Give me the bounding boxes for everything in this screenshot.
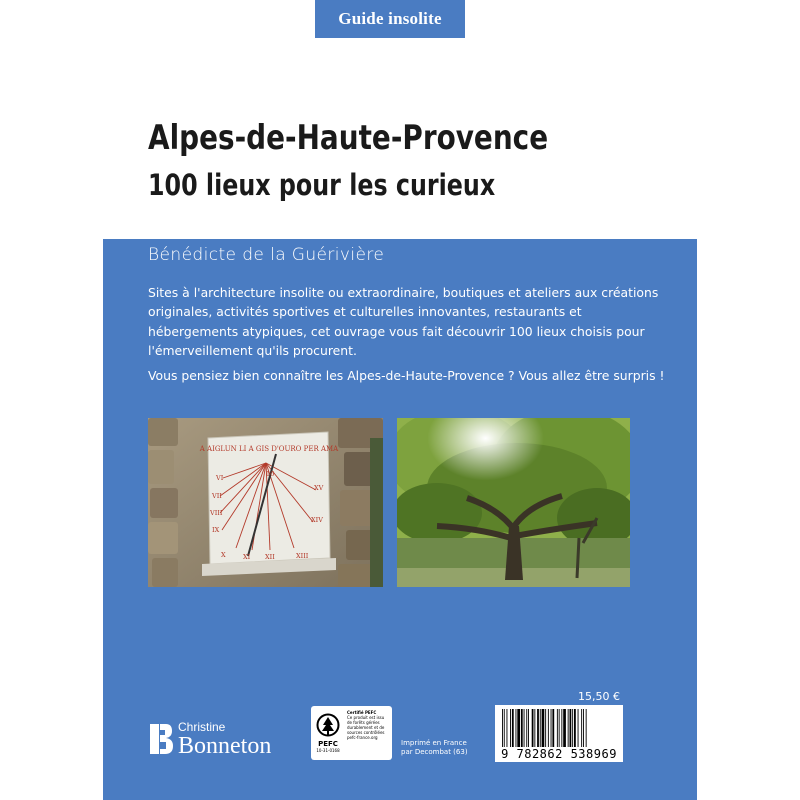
sundial-numeral: 16 (266, 470, 275, 478)
barcode-bar (548, 709, 549, 747)
book-title: Alpes-de-Haute-Provence (148, 118, 549, 158)
barcode-bar (537, 709, 539, 747)
barcode-bar (572, 709, 573, 747)
barcode-bar (551, 709, 552, 747)
barcode-bars (500, 709, 618, 747)
barcode-bar (521, 709, 523, 747)
pefc-line: Ce produit est issu (347, 715, 385, 720)
author-name: Bénédicte de la Guérivière (148, 245, 385, 265)
series-badge: Guide insolite (315, 0, 465, 38)
publisher-first-name: Christine (178, 719, 226, 734)
sundial-numeral: X (221, 551, 226, 559)
barcode-bar (502, 709, 503, 747)
blurb-paragraph: Vous pensiez bien connaître les Alpes-de-Haute-Provence ? Vous allez être surpris ! (148, 368, 665, 384)
tree-photo (397, 418, 630, 587)
barcode-bar (528, 709, 529, 747)
pefc-text: PEFC (318, 740, 338, 748)
sundial-illustration (148, 418, 383, 587)
barcode-bar (570, 709, 572, 747)
barcode-bar (504, 709, 505, 747)
pefc-line: sources contrôlées (347, 730, 385, 735)
pefc-code: 10-31-0168 (316, 748, 340, 753)
barcode-bar (517, 709, 520, 747)
barcode-bar (581, 709, 582, 747)
barcode-bar (578, 709, 579, 747)
pefc-logo (311, 706, 345, 760)
barcode-bar (510, 709, 511, 747)
barcode-bar (583, 709, 584, 747)
pefc-line: durablement et de (347, 725, 385, 730)
publisher-b-icon (148, 722, 174, 756)
barcode-bar (586, 709, 587, 747)
tree-illustration (397, 418, 630, 587)
barcode-bar (524, 709, 525, 747)
barcode-bar (526, 709, 527, 747)
barcode-bar (557, 709, 558, 747)
barcode-bar (559, 709, 560, 747)
printer-info (401, 739, 468, 757)
sundial-numeral: XIV (311, 516, 323, 524)
pefc-description (345, 706, 392, 760)
sundial-numeral: XII (265, 553, 275, 561)
barcode-bar (534, 709, 535, 747)
sundial-numeral: VII (212, 492, 222, 500)
barcode-bar (545, 709, 546, 747)
sundial-inscription: A AIGLUN LI A GIS D'OURO PER AMA (199, 445, 339, 453)
sundial-numeral: XI (243, 553, 251, 561)
blurb (148, 283, 668, 391)
barcode-bar (516, 709, 517, 747)
sundial-numeral: VI (216, 474, 224, 482)
barcode-bar (542, 709, 545, 747)
blurb-paragraph: Sites à l'architecture insolite ou extraordinaire, boutiques et ateliers aux créations originales, activités sportives et culturelles innovantes, restaurants et hébergements atypiques, cet ouvrage vous fait découvrir 100 lieux choisis pour l'émerveillement qu'ils procurent. (148, 285, 659, 358)
pefc-line: Certifié PEFC (347, 710, 377, 715)
price: 15,50 € (578, 690, 620, 703)
barcode-bar (512, 709, 514, 747)
publisher-last-name: Bonneton (178, 732, 272, 759)
barcode-bar (540, 709, 541, 747)
barcode-bar (563, 709, 566, 747)
pefc-line: pefc-france.org (347, 735, 378, 740)
barcode-bar (552, 709, 554, 747)
printer-line: Imprimé en France (401, 739, 467, 747)
barcode-bar (561, 709, 562, 747)
printer-line: par Decombat (63) (401, 748, 468, 756)
book-back-cover (103, 0, 697, 800)
barcode-bar (532, 709, 534, 747)
barcode-bar (507, 709, 508, 747)
sundial-photo (148, 418, 383, 587)
isbn-number: 9 782862 538969 (501, 747, 617, 761)
sundial-numeral: VIII (210, 509, 223, 517)
pefc-line: de forêts gérées (347, 720, 380, 725)
sundial-numeral: XV (314, 484, 324, 492)
publisher-logo (148, 718, 271, 760)
barcode-bar (574, 709, 576, 747)
barcode-bar (568, 709, 569, 747)
sundial-numeral: IX (212, 526, 220, 534)
pefc-tree-icon (316, 713, 340, 739)
book-subtitle: 100 lieux pour les curieux (148, 168, 496, 202)
sundial-numeral: XIII (296, 552, 309, 560)
barcode (495, 705, 623, 762)
pefc-label (311, 706, 392, 760)
